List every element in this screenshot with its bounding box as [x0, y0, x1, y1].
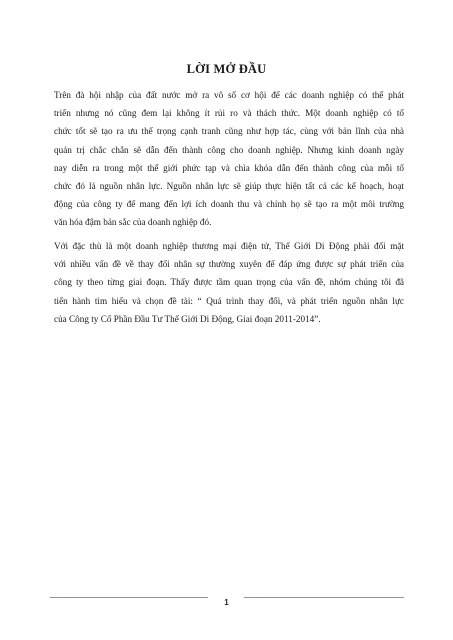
page-title: LỜI MỞ ĐẦU [186, 62, 267, 76]
paragraph-line: Với đặc thù là một doanh nghiệp thương mại điện tử, Thế Giới Di Động phải đối mặt [54, 241, 404, 251]
paragraph-line: Trên đà hội nhập của đất nước mở ra vô số cơ hội để các doanh nghiệp có thể phát [54, 90, 404, 100]
paragraph-line: động của công ty để mang đến lợi ích doanh thu và chính họ sẽ tạo ra một môi trường [54, 199, 404, 210]
paragraph-line: chức đó là nguồn nhân lực. Nguồn nhân lực sẽ giúp thực hiện tất cả các kế hoạch, hoạt [54, 181, 404, 192]
paragraph-line: với nhiều vấn đề về thay đổi nhân sự thường xuyên để đáp ứng được sự phát triển của [54, 259, 404, 270]
paragraph-line: nay diễn ra trong một thế giới phức tạp và chìa khóa dẫn đến thành công của mỗi tổ [54, 162, 404, 173]
paragraph-line: quản trị chắc chắn sẽ dẫn đến thành công cho doanh nghiệp. Nhưng kinh doanh ngày [54, 144, 404, 155]
paragraph-line: văn hóa đậm bản sắc của doanh nghiệp đó. [54, 217, 212, 228]
paragraph-1 [54, 86, 404, 232]
page-number: 1 [224, 598, 229, 607]
paragraph-line: công ty theo từng giai đoạn. Thấy được tầm quan trọng của vấn đề, nhóm chúng tôi đã [54, 277, 404, 288]
paragraph-2 [54, 237, 404, 328]
paragraph-line: chức tốt sẽ tạo ra ưu thế trọng cạnh tranh cũng như hợp tác, cùng với bản lĩnh của nhà [54, 126, 404, 137]
paragraph-line: tiến hành tìm hiểu và chọn đề tài: “ Quá trình thay đổi, và phát triển nguồn nhân lực [54, 295, 404, 306]
paragraph-line: triển nhưng nó cũng đem lại không ít rủi ro và thách thức. Một doanh nghiệp có tổ [54, 108, 404, 119]
paragraph-line: của Công ty Cổ Phần Đầu Tư Thế Giới Di Động, Giai đoạn 2011-2014”. [54, 313, 321, 324]
